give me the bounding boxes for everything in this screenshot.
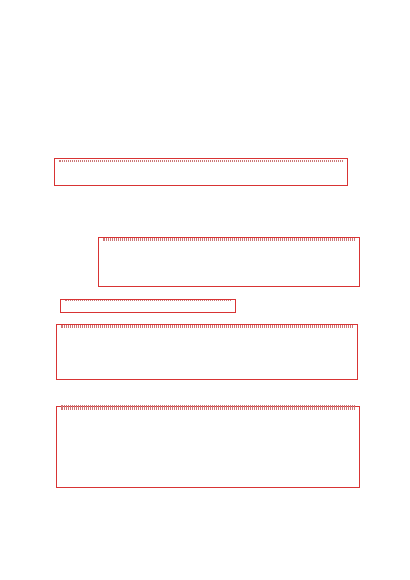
box-line (61, 405, 355, 406)
highlight-box (56, 324, 358, 380)
highlight-box (98, 237, 360, 287)
box-line (59, 160, 343, 161)
box-line (65, 300, 231, 301)
box-line (103, 238, 355, 239)
highlight-box (54, 158, 348, 186)
highlight-box (60, 299, 236, 313)
box-line (61, 325, 353, 326)
highlight-box (56, 406, 360, 488)
